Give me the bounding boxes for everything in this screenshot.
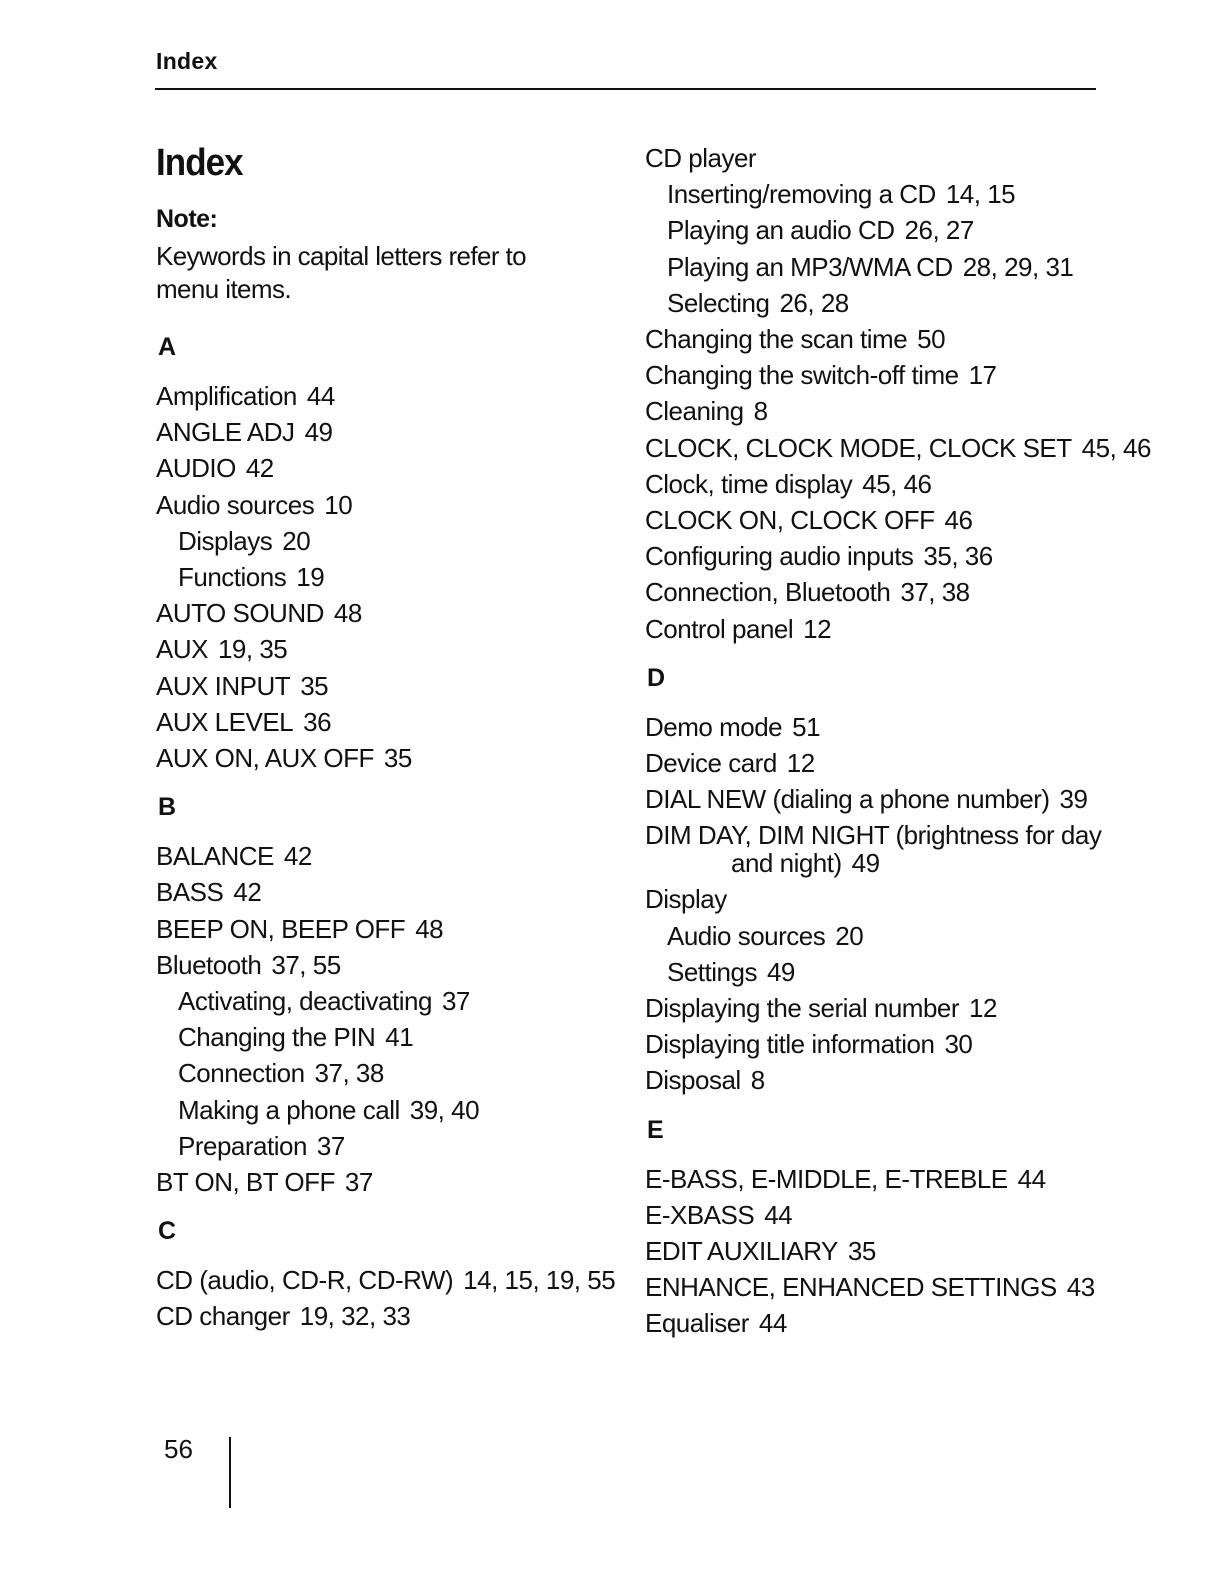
- entry-pages: 48: [333, 598, 362, 629]
- entry-pages: 44: [1017, 1163, 1046, 1194]
- index-entry: [645, 781, 1115, 817]
- entry-pages: 20: [835, 920, 864, 951]
- index-entry: [156, 595, 616, 631]
- entry-pages: 12: [969, 993, 997, 1024]
- index-entry: [645, 1233, 1115, 1269]
- entry-pages: 41: [385, 1022, 414, 1053]
- index-entry: [156, 378, 616, 414]
- index-entry: [156, 414, 616, 450]
- index-column-right: [645, 140, 1151, 1342]
- index-subentry: [156, 1092, 616, 1128]
- index-subentry: [645, 212, 1115, 248]
- index-entry: [645, 357, 1115, 393]
- index-entry: [645, 1062, 1115, 1098]
- index-subentry: [645, 285, 1115, 321]
- entry-term: BALANCE: [156, 841, 274, 872]
- entry-term: Selecting: [667, 287, 770, 318]
- entry-term: ANGLE ADJ: [156, 417, 295, 448]
- index-subentry: [156, 559, 616, 595]
- index-entry: [156, 668, 616, 704]
- index-entry: [645, 611, 1115, 647]
- index-entry: [645, 466, 1115, 502]
- index-entry: [645, 393, 1115, 429]
- index-entry: [645, 1197, 1115, 1233]
- entry-term: Audio sources: [156, 489, 315, 520]
- index-entry: [645, 574, 1115, 610]
- index-entry: [645, 990, 1115, 1026]
- index-subentry: [645, 954, 1115, 990]
- entry-pages: 20: [282, 525, 311, 556]
- entry-pages: 14, 15, 19, 55: [463, 1265, 616, 1296]
- entry-pages: 37: [344, 1167, 373, 1198]
- entry-term: CLOCK, CLOCK MODE, CLOCK SET: [645, 432, 1072, 463]
- entry-term: Clock, time display: [645, 468, 853, 499]
- entry-pages: 17: [968, 360, 997, 391]
- page-title: Index: [156, 142, 243, 184]
- entry-term: DIM DAY, DIM NIGHT (brightness for day: [645, 820, 1102, 851]
- index-entry: [156, 1164, 616, 1200]
- entry-term: Playing an MP3/WMA CD: [667, 251, 953, 282]
- entry-term-cont: and night): [731, 848, 842, 879]
- note-text: Keywords in capital letters refer to menu items.: [156, 241, 527, 304]
- entry-pages: 42: [233, 877, 262, 908]
- note-label: Note:: [156, 205, 218, 233]
- index-subentry: [645, 249, 1115, 285]
- entry-term: Changing the PIN: [178, 1022, 376, 1053]
- index-subentry: [156, 1019, 616, 1055]
- entry-term: Making a phone call: [178, 1094, 400, 1125]
- entry-term: Connection, Bluetooth: [645, 577, 891, 608]
- entry-pages: 26, 27: [904, 215, 974, 246]
- entry-term: E-BASS, E-MIDDLE, E-TREBLE: [645, 1163, 1008, 1194]
- section-letter-c: C: [158, 1217, 177, 1246]
- index-entry: [645, 321, 1115, 357]
- entry-term: AUX INPUT: [156, 670, 291, 701]
- section-letter-b: B: [158, 793, 177, 822]
- entry-term: Disposal: [645, 1065, 741, 1096]
- index-entry: [645, 709, 1115, 745]
- index-entry: [156, 1298, 616, 1334]
- index-entry: [156, 947, 616, 983]
- running-header: Index: [156, 48, 218, 74]
- header-rule: [155, 88, 1096, 90]
- index-entry: [156, 740, 616, 776]
- index-subentry: [156, 983, 616, 1019]
- entry-term: Displaying title information: [645, 1029, 935, 1060]
- entry-term: Settings: [667, 956, 757, 987]
- index-entry: [156, 838, 616, 874]
- entry-term: Activating, deactivating: [178, 986, 432, 1017]
- entry-term: BT ON, BT OFF: [156, 1167, 335, 1198]
- entry-pages: 43: [1066, 1272, 1095, 1303]
- entry-term: AUDIO: [156, 453, 236, 484]
- entry-term: Audio sources: [667, 920, 826, 951]
- entry-pages: 45, 46: [862, 468, 932, 499]
- entry-term: AUTO SOUND: [156, 598, 324, 629]
- entry-term: Amplification: [156, 381, 297, 411]
- entry-pages: 35: [383, 743, 412, 774]
- index-subentry: [156, 1128, 616, 1164]
- entry-term: Playing an audio CD: [667, 215, 895, 246]
- entry-pages: 12: [803, 613, 832, 644]
- entry-term: Displaying the serial number: [645, 993, 960, 1024]
- index-entry: [645, 817, 1115, 881]
- entry-term: Inserting/removing a CD: [667, 179, 936, 210]
- index-entry: [645, 502, 1115, 538]
- entry-term: Changing the scan time: [645, 324, 908, 355]
- index-subentry: [645, 176, 1115, 212]
- entry-term: CD changer: [156, 1301, 290, 1332]
- index-entry: [645, 140, 1115, 176]
- index-entry: [645, 1269, 1115, 1305]
- entry-term: Connection: [178, 1058, 305, 1089]
- section-letter-e: E: [647, 1115, 664, 1144]
- entry-pages: 19, 32, 33: [299, 1301, 411, 1332]
- index-entry: [645, 1305, 1115, 1341]
- index-entry: [645, 430, 1151, 466]
- entry-pages: 36: [303, 706, 332, 737]
- entry-pages: 35, 36: [923, 541, 993, 572]
- entry-pages: 26, 28: [779, 287, 849, 318]
- footer-rule: [229, 1437, 231, 1508]
- entry-term: Cleaning: [645, 396, 744, 427]
- index-entry: [645, 1026, 1115, 1062]
- entry-pages: 19: [296, 562, 325, 593]
- entry-term: Changing the switch-off time: [645, 360, 959, 391]
- entry-pages: 49: [766, 956, 795, 987]
- entry-pages: 46: [944, 505, 973, 536]
- index-entry: [645, 881, 1115, 917]
- entry-pages: 37: [441, 986, 470, 1017]
- entry-term: CLOCK ON, CLOCK OFF: [645, 505, 935, 536]
- entry-term: Control panel: [645, 613, 794, 644]
- entry-term: Displays: [178, 525, 273, 556]
- entry-term: Configuring audio inputs: [645, 541, 914, 572]
- entry-term: EDIT AUXILIARY: [645, 1236, 838, 1267]
- entry-pages: 49: [304, 417, 333, 448]
- section-letter-d: D: [647, 663, 666, 692]
- entry-term: ENHANCE, ENHANCED SETTINGS: [645, 1272, 1057, 1303]
- entry-pages: 30: [944, 1029, 973, 1060]
- entry-pages: 14, 15: [945, 179, 1016, 210]
- index-subentry: [645, 918, 1115, 954]
- entry-pages: 37: [316, 1130, 345, 1161]
- page-number: 56: [164, 1434, 193, 1464]
- entry-term: AUX: [156, 634, 208, 665]
- entry-pages: 8: [753, 396, 768, 427]
- entry-term: AUX ON, AUX OFF: [156, 743, 374, 774]
- entry-term: Device card: [645, 748, 777, 779]
- entry-term: Display: [645, 884, 727, 915]
- entry-term: BASS: [156, 877, 224, 908]
- index-entry: [156, 450, 616, 486]
- entry-pages: 37, 55: [271, 949, 341, 980]
- entry-pages: 8: [750, 1065, 765, 1096]
- entry-term: CD (audio, CD-R, CD-RW): [156, 1265, 454, 1296]
- entry-term: DIAL NEW (dialing a phone number): [645, 784, 1050, 815]
- index-entry: [156, 1262, 616, 1298]
- entry-term: BEEP ON, BEEP OFF: [156, 913, 406, 944]
- index-entry: [156, 631, 616, 667]
- index-column-left: [156, 140, 616, 1335]
- index-entry: [645, 538, 1115, 574]
- entry-pages: 35: [847, 1236, 876, 1267]
- entry-pages: 39, 40: [409, 1094, 480, 1125]
- entry-pages: 44: [764, 1199, 793, 1230]
- entry-term: AUX LEVEL: [156, 706, 294, 737]
- entry-term-continuation: [645, 849, 1115, 877]
- entry-pages: 50: [917, 324, 946, 355]
- index-entry: [156, 874, 616, 910]
- entry-term: Preparation: [178, 1130, 307, 1161]
- entry-pages: 44: [758, 1308, 787, 1339]
- entry-term: E-XBASS: [645, 1199, 755, 1230]
- entry-term: Functions: [178, 562, 287, 593]
- entry-pages: 42: [283, 841, 312, 872]
- entry-pages: 12: [786, 748, 815, 779]
- index-entry: [645, 745, 1115, 781]
- entry-pages: 48: [415, 913, 444, 944]
- entry-pages: 39: [1059, 784, 1088, 815]
- entry-pages: 10: [324, 489, 353, 520]
- entry-pages: 35: [300, 670, 329, 701]
- entry-term: CD player: [645, 143, 757, 173]
- index-subentry: [156, 523, 616, 559]
- index-entry: [156, 487, 616, 523]
- index-entry: [645, 1161, 1115, 1197]
- index-entry: [156, 704, 616, 740]
- entry-pages: 28, 29, 31: [962, 251, 1074, 282]
- entry-pages: 37, 38: [900, 577, 970, 608]
- entry-term: Bluetooth: [156, 949, 262, 980]
- entry-pages: 44: [306, 381, 335, 411]
- entry-pages: 51: [792, 711, 821, 742]
- entry-pages: 37, 38: [314, 1058, 384, 1089]
- section-letter-a: A: [158, 333, 177, 361]
- entry-pages: 19, 35: [217, 634, 288, 665]
- index-entry: [156, 911, 616, 947]
- entry-pages: 49: [851, 848, 880, 879]
- entry-pages: 42: [245, 453, 274, 484]
- entry-term: Equaliser: [645, 1308, 749, 1339]
- entry-pages: 45, 46: [1081, 432, 1151, 463]
- index-subentry: [156, 1055, 616, 1091]
- entry-term: Demo mode: [645, 711, 783, 742]
